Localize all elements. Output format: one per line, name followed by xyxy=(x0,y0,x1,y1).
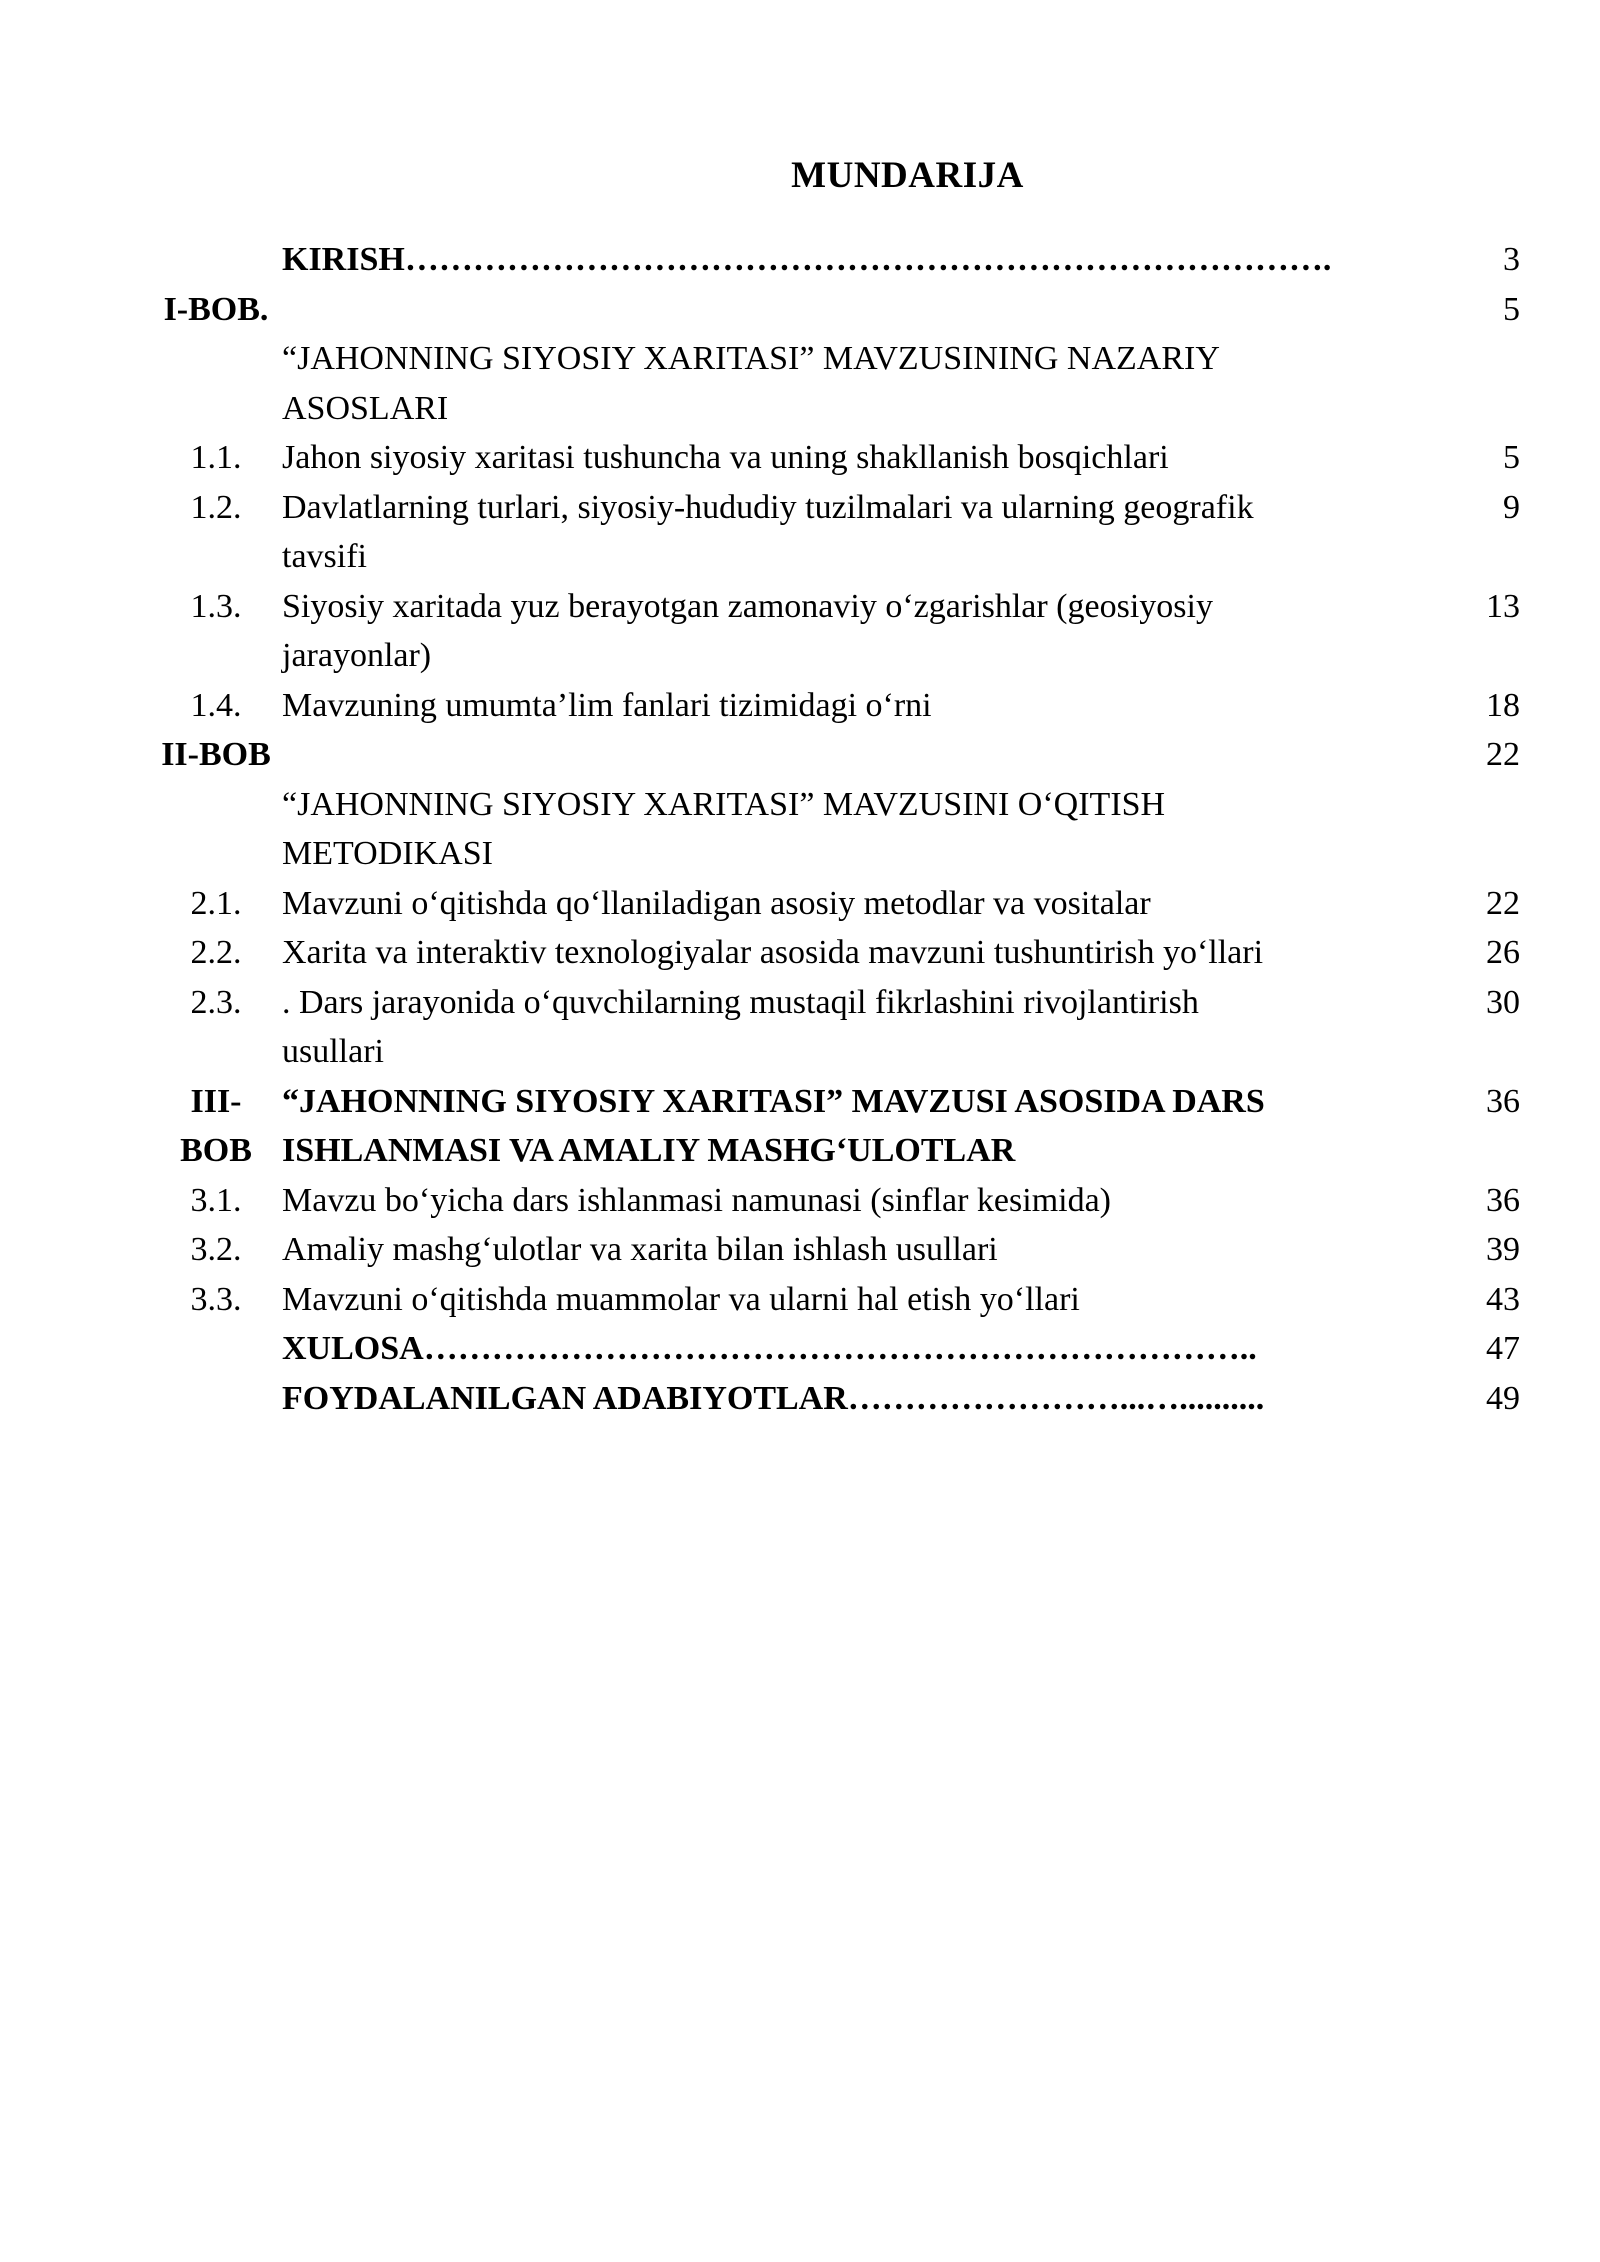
chapter-title-line: METODIKASI xyxy=(282,835,493,872)
toc-entry-1-4 xyxy=(150,681,1520,731)
toc-entry-2-3 xyxy=(150,978,1520,1077)
section-number: 2.2. xyxy=(190,934,242,971)
table-of-contents xyxy=(150,235,1520,1423)
toc-entry-text: Siyosiy xaritada yuz berayotgan zamonaviy o‘zgarishlar (geosiyosiy xyxy=(282,587,1213,625)
toc-page-number: 13 xyxy=(1486,587,1520,625)
toc-entry-2-1 xyxy=(150,879,1520,929)
toc-entry-text: Davlatlarning turlari, siyosiy-hududiy tuzilmalari va ularning geografik xyxy=(282,488,1254,526)
toc-page-number: 22 xyxy=(1486,736,1520,773)
toc-entry-text: . Dars jarayonida o‘quvchilarning mustaqil fikrlashini rivojlantirish xyxy=(282,983,1199,1021)
toc-entry-text: Mavzu bo‘yicha dars ishlanmasi namunasi (sinflar kesimida) xyxy=(282,1181,1111,1219)
toc-entry-text: tavsifi xyxy=(282,538,367,575)
section-number: 3.3. xyxy=(190,1280,242,1318)
toc-entry-text: Jahon siyosiy xaritasi tushuncha va uning shakllanish bosqichlari xyxy=(282,439,1169,476)
chapter-title-line: “JAHONNING SIYOSIY XARITASI” MAVZUSINI O‘QITISH xyxy=(282,785,1166,823)
toc-page-number: 26 xyxy=(1486,934,1520,971)
section-number: 1.1. xyxy=(190,439,242,476)
toc-page-number: 36 xyxy=(1486,1181,1520,1219)
toc-page-number: 30 xyxy=(1486,983,1520,1021)
toc-entry-text: Mavzuni o‘qitishda muammolar va ularni hal etish yo‘llari xyxy=(282,1280,1080,1318)
toc-entry-adabiyotlar xyxy=(150,1374,1520,1424)
toc-page-number: 5 xyxy=(1503,439,1520,476)
toc-entry-1-3 xyxy=(150,582,1520,681)
toc-entry-3-2 xyxy=(150,1225,1520,1275)
toc-chapter-3 xyxy=(150,1077,1520,1176)
toc-entry-kirish xyxy=(150,235,1520,285)
toc-page-number: 39 xyxy=(1486,1231,1520,1268)
toc-page-number: 9 xyxy=(1503,488,1520,526)
section-number: 1.2. xyxy=(190,488,242,526)
toc-entry-2-2 xyxy=(150,928,1520,978)
toc-entry-1-1 xyxy=(150,433,1520,483)
toc-entry-text: Amaliy mashg‘ulotlar va xarita bilan ishlash usullari xyxy=(282,1231,998,1268)
chapter-title-line: “JAHONNING SIYOSIY XARITASI” MAVZUSI ASOSIDA DARS xyxy=(282,1082,1265,1120)
chapter-title-line: “JAHONNING SIYOSIY XARITASI” MAVZUSINING NAZARIY xyxy=(282,340,1220,377)
section-number: 3.1. xyxy=(190,1181,242,1219)
toc-page-number: 43 xyxy=(1486,1280,1520,1318)
section-number: 2.1. xyxy=(190,884,242,922)
page-title: MUNDARIJA xyxy=(791,155,1024,196)
chapter-number: II-BOB xyxy=(161,736,271,773)
chapter-number-line: BOB xyxy=(180,1132,252,1169)
toc-entry-text: jarayonlar) xyxy=(282,637,432,674)
toc-entry-text: Mavzuning umumta’lim fanlari tizimidagi o‘rni xyxy=(282,686,932,724)
chapter-1-title xyxy=(150,334,1520,433)
toc-chapter-1 xyxy=(150,285,1520,335)
toc-page-number: 18 xyxy=(1486,686,1520,724)
chapter-number: I-BOB. xyxy=(163,290,269,328)
toc-page-number: 49 xyxy=(1486,1379,1520,1417)
section-number: 3.2. xyxy=(190,1231,242,1268)
toc-page-number: 36 xyxy=(1486,1082,1520,1120)
toc-entry-text: usullari xyxy=(282,1033,384,1070)
toc-page-number: 47 xyxy=(1486,1330,1520,1367)
toc-entry-3-3 xyxy=(150,1275,1520,1325)
toc-entry-text: Xarita va interaktiv texnologiyalar asosida mavzuni tushuntirish yo‘llari xyxy=(282,934,1264,971)
toc-entry-1-2 xyxy=(150,483,1520,582)
chapter-title-line: ISHLANMASI VA AMALIY MASHG‘ULOTLAR xyxy=(282,1132,1016,1169)
chapter-number xyxy=(150,1077,282,1176)
toc-entry-text: FOYDALANILGAN ADABIYOTLAR……………………...….......... xyxy=(282,1379,1265,1417)
toc-entry-text: Mavzuni o‘qitishda qo‘llaniladigan asosiy metodlar va vositalar xyxy=(282,884,1151,922)
section-number: 2.3. xyxy=(190,983,242,1021)
toc-page-number: 3 xyxy=(1503,241,1520,278)
chapter-2-title xyxy=(150,780,1520,879)
chapter-title-line: ASOSLARI xyxy=(282,389,449,427)
toc-entry-3-1 xyxy=(150,1176,1520,1226)
chapter-number-line: III- xyxy=(190,1082,242,1120)
section-number: 1.3. xyxy=(190,587,242,625)
toc-entry-text: XULOSA……………………………………………………………….. xyxy=(282,1330,1257,1367)
toc-entry-text: KIRISH………………………………………………………………………. xyxy=(282,241,1332,278)
toc-entry-xulosa xyxy=(150,1324,1520,1374)
section-number: 1.4. xyxy=(190,686,242,724)
toc-chapter-2 xyxy=(150,730,1520,780)
toc-page-number: 5 xyxy=(1503,290,1520,328)
toc-page-number: 22 xyxy=(1486,884,1520,922)
